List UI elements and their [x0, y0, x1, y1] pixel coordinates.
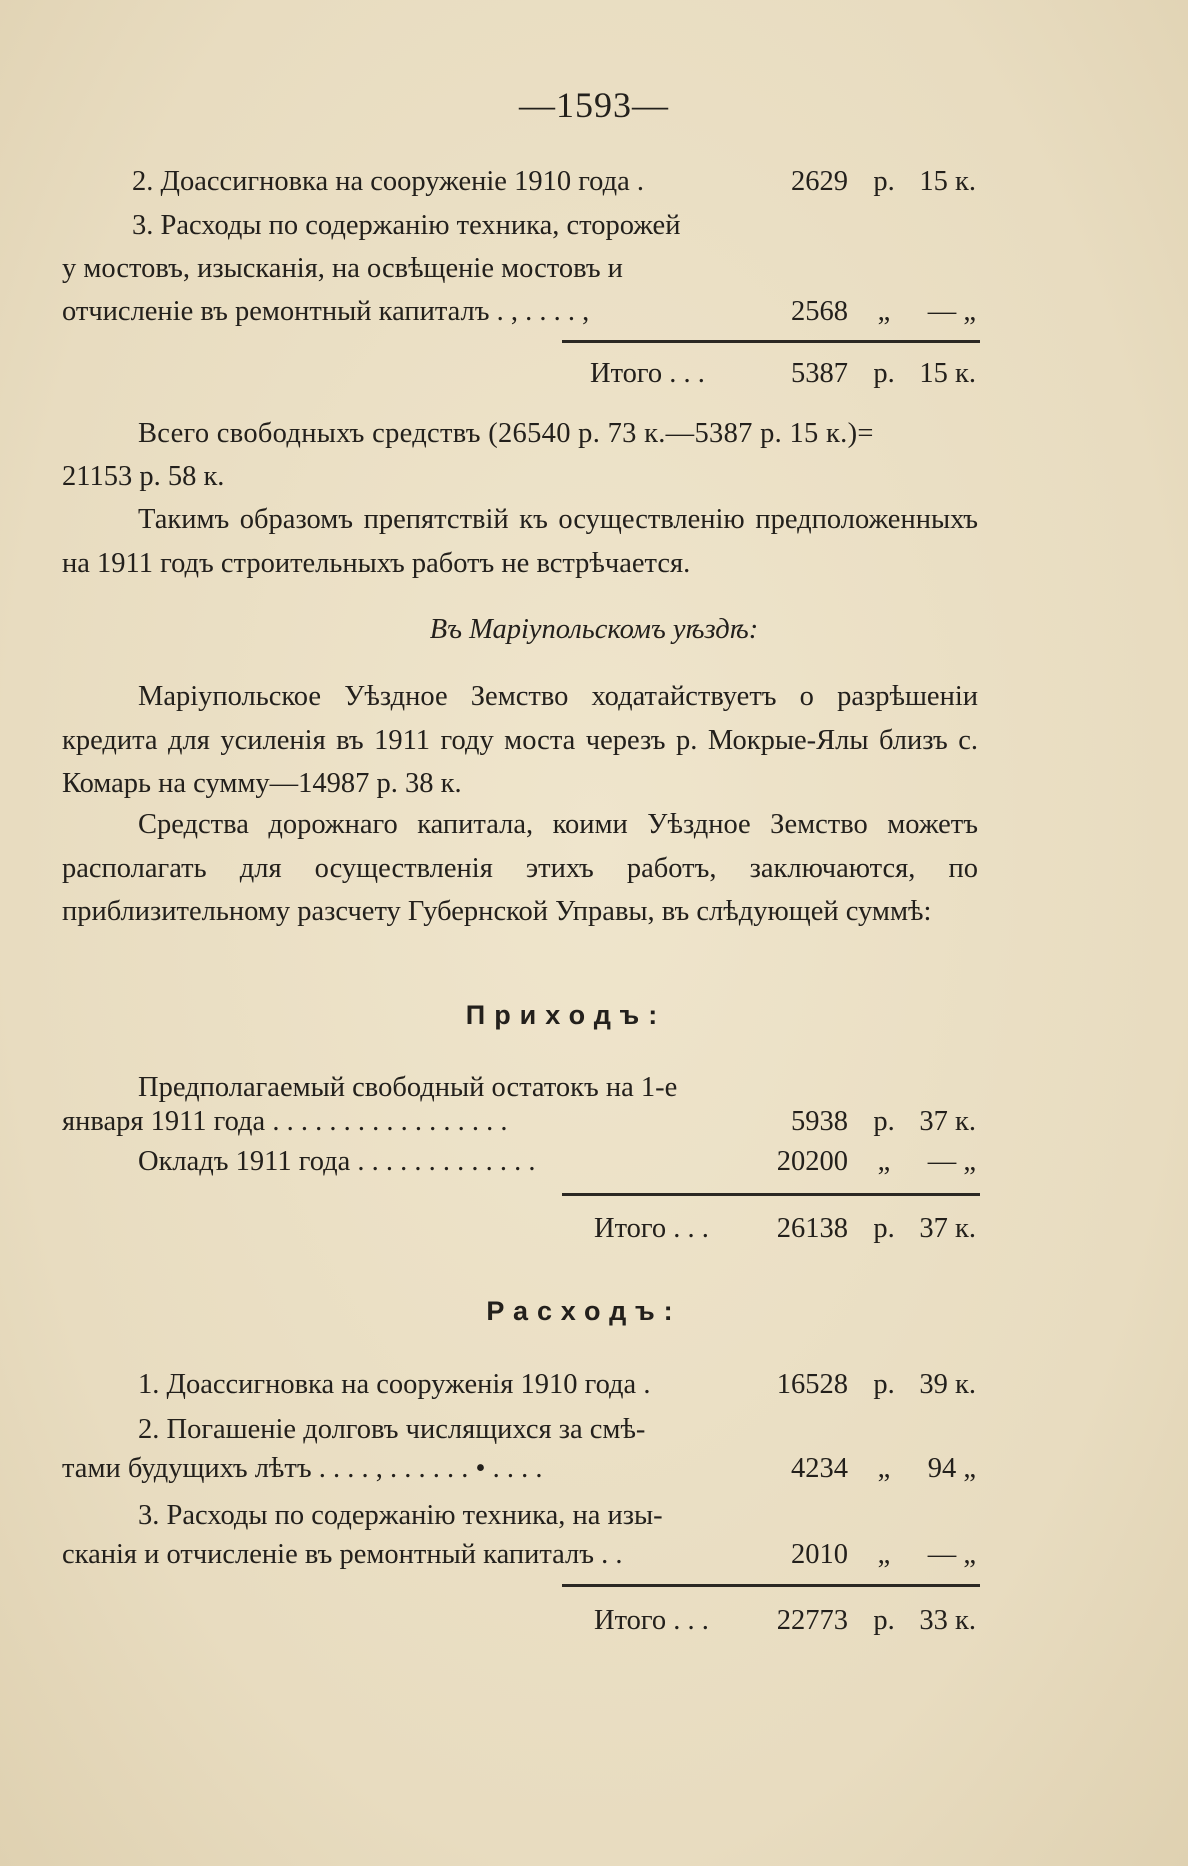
amount: 16528: [776, 1369, 848, 1400]
paragraph-1: [62, 675, 978, 806]
rubles-unit: „: [877, 1539, 891, 1570]
income-total-label: Итого . . .: [594, 1213, 709, 1244]
kopecks: 94 „: [927, 1453, 976, 1484]
amount: 2568: [791, 296, 848, 327]
expense-heading: Расходъ:: [486, 1296, 682, 1326]
rubles-unit: р.: [873, 1369, 895, 1400]
item3-amount-row: [791, 290, 976, 334]
kopecks: — „: [927, 1146, 976, 1177]
income-item2-amount-row: [776, 1140, 976, 1184]
item3-line3: отчисленіе въ ремонтный капиталъ . , . . . . ,: [62, 296, 590, 327]
total-label: Итого . . .: [590, 358, 705, 389]
item3-line1: 3. Расходы по содержанію техника, сторожей: [132, 210, 681, 241]
kopecks: 37 к.: [919, 1213, 976, 1244]
expense-total-rule: [562, 1584, 980, 1587]
total-amount-row: [791, 352, 976, 396]
expense-item3-line2: сканія и отчисленіе въ ремонтный капиталъ . .: [62, 1539, 623, 1570]
income-item2-text: Окладъ 1911 года . . . . . . . . . . . . .: [138, 1146, 536, 1177]
amount: 5387: [791, 358, 848, 389]
amount: 2010: [791, 1539, 848, 1570]
expense-item2-amount-row: [791, 1447, 976, 1491]
kopecks: 33 к.: [919, 1605, 976, 1636]
rubles-unit: „: [877, 296, 891, 327]
kopecks: 15 к.: [919, 166, 976, 197]
expense-item1-amount-row: [776, 1363, 976, 1407]
total-rule: [562, 340, 980, 343]
income-item1-line2: января 1911 года . . . . . . . . . . . . . . . . .: [62, 1106, 508, 1137]
income-item1-line1: Предполагаемый свободный остатокъ на 1-е: [138, 1072, 678, 1103]
page-number: —1593—: [519, 85, 669, 125]
income-total-rule: [562, 1193, 980, 1196]
expense-total-label: Итого . . .: [594, 1605, 709, 1636]
paragraph-2-text: Средства дорожнаго капитала, коими Уѣздное Земство можетъ располагать для осуществленія этихъ работъ, заключаются, по приблизительному разсчету Губернской Управы, въ слѣдующей суммѣ:: [62, 809, 978, 927]
conclusion-text: Такимъ образомъ препятствій къ осуществленію предположенныхъ на 1911 годъ строительныхъ работъ не встрѣчается.: [62, 504, 978, 579]
item2-text: 2. Доассигновка на сооруженіе 1910 года .: [132, 166, 644, 197]
expense-item1-text: 1. Доассигновка на сооруженія 1910 года .: [138, 1369, 651, 1400]
rubles-unit: р.: [873, 1213, 895, 1244]
section-title: Въ Маріупольскомъ уѣздѣ:: [429, 614, 759, 645]
rubles-unit: „: [877, 1146, 891, 1177]
amount: 20200: [776, 1146, 848, 1177]
kopecks: 39 к.: [919, 1369, 976, 1400]
rubles-unit: р.: [873, 1605, 895, 1636]
rubles-unit: р.: [873, 166, 895, 197]
amount: 2629: [791, 166, 848, 197]
paragraph-1-text: Маріупольское Уѣздное Земство ходатайствуетъ о разрѣшеніи кредита для усиленія въ 1911 году моста черезъ р. Мокрые-Ялы близъ с. Комарь на сумму—14987 р. 38 к.: [62, 681, 978, 799]
kopecks: 37 к.: [919, 1106, 976, 1137]
free-funds-line2: 21153 р. 58 к.: [62, 461, 225, 492]
expense-item3-line1: 3. Расходы по содержанію техника, на изы-: [138, 1500, 663, 1531]
income-total-amount-row: [776, 1207, 976, 1251]
rubles-unit: „: [877, 1453, 891, 1484]
expense-item2-line1: 2. Погашеніе долговъ числящихся за смѣ-: [138, 1414, 646, 1445]
amount: 5938: [791, 1106, 848, 1137]
paragraph-2: [62, 803, 978, 934]
amount: 26138: [776, 1213, 848, 1244]
item2-amount-row: [791, 160, 976, 204]
rubles-unit: р.: [873, 358, 895, 389]
income-heading: Приходъ:: [465, 1000, 667, 1030]
expense-item3-amount-row: [791, 1533, 976, 1577]
kopecks: — „: [927, 1539, 976, 1570]
free-funds-line1: Всего свободныхъ средствъ (26540 р. 73 к.—5387 р. 15 к.)=: [138, 418, 874, 449]
rubles-unit: р.: [873, 1106, 895, 1137]
conclusion-paragraph: [62, 498, 978, 585]
expense-item2-line2: тами будущихъ лѣтъ . . . . , . . . . . . • . . . .: [62, 1453, 543, 1484]
amount: 4234: [791, 1453, 848, 1484]
item3-line2: у мостовъ, изысканія, на освѣщеніе мостовъ и: [62, 253, 623, 284]
kopecks: 15 к.: [919, 358, 976, 389]
income-item1-amount-row: [791, 1100, 976, 1144]
kopecks: — „: [927, 296, 976, 327]
expense-total-amount-row: [776, 1599, 976, 1643]
amount: 22773: [776, 1605, 848, 1636]
